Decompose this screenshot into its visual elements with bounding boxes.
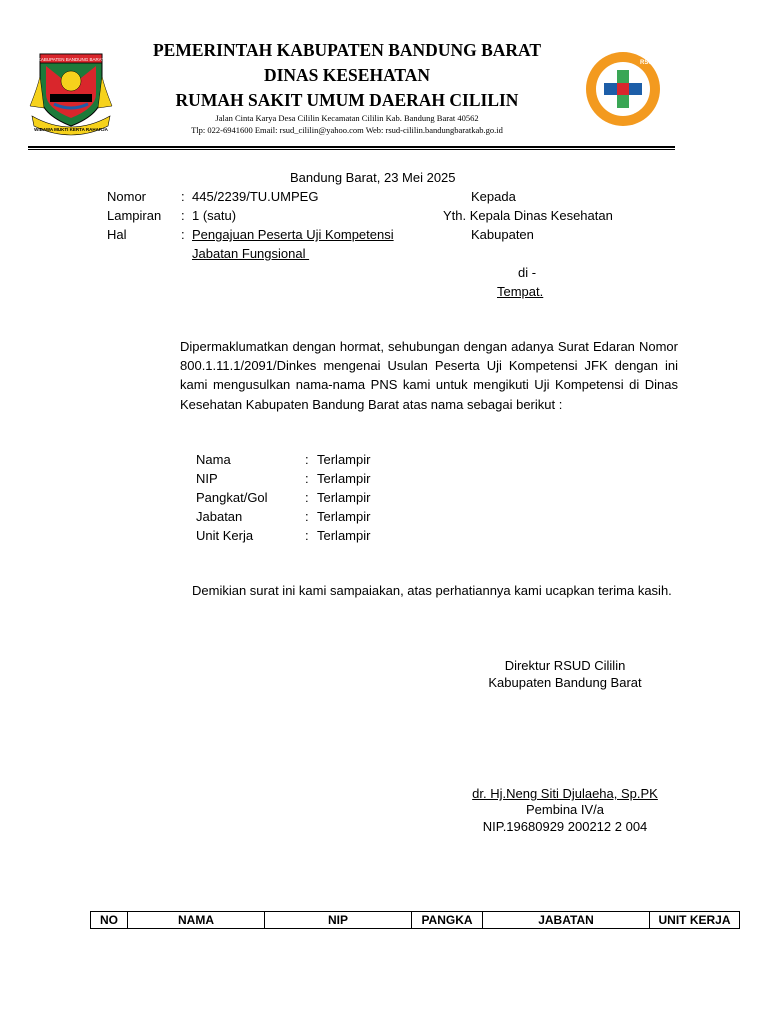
field-colon: : — [305, 452, 309, 467]
recipient-kepada: Kepada — [471, 189, 516, 204]
lampiran-value: 1 (satu) — [192, 208, 237, 223]
field-value-unit-kerja: Terlampir — [317, 528, 371, 543]
recipient-di: di - — [518, 265, 537, 280]
lampiran-label: Lampiran — [107, 208, 162, 223]
letter-date: Bandung Barat, 23 Mei 2025 — [290, 170, 456, 185]
field-value-jabatan: Terlampir — [317, 509, 371, 524]
hal-value-line1: Pengajuan Peserta Uji Kompetensi — [192, 227, 394, 242]
body-paragraph: Dipermaklumatkan dengan hormat, sehubungan dengan adanya Surat Edaran Nomor 800.1.11.1/2091/Dinkes mengenai Usulan Peserta Uji Kompetensi JFK dengan ini kami mengusulkan nama-nama PNS kami untuk mengikuti Uji Kompetensi di Dinas Kesehatan Kabupaten Bandung Barat atas nama sebagai berikut : — [180, 339, 678, 412]
kabupaten-logo — [26, 46, 116, 136]
field-colon: : — [305, 509, 309, 524]
letterhead-department: DINAS KESEHATAN — [263, 65, 431, 85]
attachment-table — [90, 911, 740, 929]
field-colon: : — [305, 528, 309, 543]
signature-nip: NIP.19680929 200212 2 004 — [482, 819, 648, 834]
letterhead-contact: Tlp: 022-6941600 Email: rsud_cililin@yahoo.com Web: rsud-cililin.bandungbaratkab.go.id — [191, 125, 503, 135]
recipient-yth: Yth. Kepala Dinas Kesehatan — [443, 208, 613, 223]
col-header-unit-kerja: UNIT KERJA — [650, 912, 740, 929]
nomor-colon: : — [181, 189, 185, 204]
col-header-no: NO — [91, 912, 128, 929]
field-colon: : — [305, 471, 309, 486]
letterhead-divider-thin — [28, 149, 675, 150]
letterhead-government: PEMERINTAH KABUPATEN BANDUNG BARAT — [152, 40, 542, 60]
field-label-pangkat: Pangkat/Gol — [196, 490, 268, 505]
signature-rank: Pembina IV/a — [525, 802, 605, 817]
rsud-logo — [584, 50, 680, 128]
lampiran-colon: : — [181, 208, 185, 223]
field-value-pangkat: Terlampir — [317, 490, 371, 505]
col-header-pangkat: PANGKA — [412, 912, 483, 929]
col-header-jabatan: JABATAN — [483, 912, 650, 929]
field-value-nip: Terlampir — [317, 471, 371, 486]
field-label-unit-kerja: Unit Kerja — [196, 528, 254, 543]
field-label-nama: Nama — [196, 452, 231, 467]
hal-value-line2: Jabatan Fungsional — [192, 246, 310, 261]
nomor-label: Nomor — [107, 189, 147, 204]
nomor-value: 445/2239/TU.UMPEG — [192, 189, 319, 204]
recipient-tempat: Tempat. — [497, 284, 544, 299]
recipient-kabupaten: Kabupaten — [471, 227, 534, 242]
signature-title: Direktur RSUD Cililin — [504, 658, 626, 673]
svg-text:RSUD CILILIN: RSUD CILILIN — [640, 60, 680, 66]
letterhead-hospital: RUMAH SAKIT UMUM DAERAH CILILIN — [175, 90, 519, 110]
letterhead-divider-thick — [28, 146, 675, 148]
svg-text:KABUPATEN BANDUNG BARAT: KABUPATEN BANDUNG BARAT — [37, 57, 105, 62]
field-label-jabatan: Jabatan — [196, 509, 243, 524]
col-header-nip: NIP — [265, 912, 412, 929]
signature-name: dr. Hj.Neng Siti Djulaeha, Sp.PK — [472, 786, 658, 801]
table-header-row — [91, 912, 740, 929]
hal-label: Hal — [107, 227, 127, 242]
field-colon: : — [305, 490, 309, 505]
field-label-nip: NIP — [196, 471, 218, 486]
svg-text:WIBAWA MUKTI KERTA RAHARJA: WIBAWA MUKTI KERTA RAHARJA — [34, 127, 108, 132]
hal-colon: : — [181, 227, 185, 242]
closing-paragraph: Demikian surat ini kami sampaiakan, atas perhatiannya kami ucapkan terima kasih. — [192, 583, 672, 598]
signature-title-region: Kabupaten Bandung Barat — [488, 675, 642, 690]
col-header-nama: NAMA — [128, 912, 265, 929]
letterhead-address: Jalan Cinta Karya Desa Cililin Kecamatan Cililin Kab. Bandung Barat 40562 — [215, 113, 479, 123]
field-value-nama: Terlampir — [317, 452, 371, 467]
